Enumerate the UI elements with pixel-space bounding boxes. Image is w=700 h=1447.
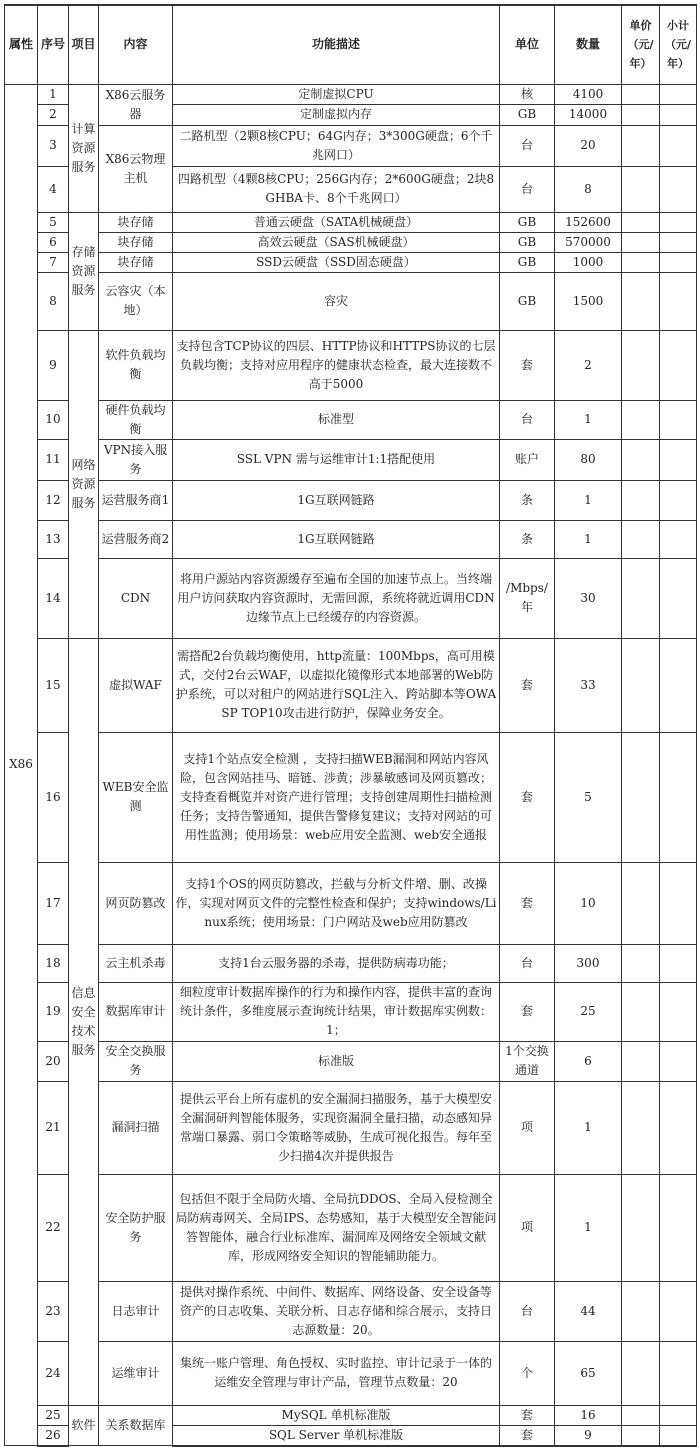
- table-row: [5, 480, 697, 520]
- unit-cell: GB: [500, 212, 555, 232]
- unit-cell: 台: [500, 166, 555, 212]
- content-cell: 运营服务商1: [99, 480, 173, 520]
- header-row: [5, 5, 697, 84]
- unit-cell: GB: [500, 104, 555, 125]
- subtotal-cell[interactable]: [660, 104, 697, 125]
- subtotal-cell[interactable]: [660, 1425, 697, 1446]
- content-cell: WEB安全监测: [99, 732, 173, 862]
- price-cell[interactable]: [622, 232, 660, 252]
- subtotal-cell[interactable]: [660, 232, 697, 252]
- table-row: [5, 330, 697, 400]
- header-quantity: 数量: [555, 5, 622, 84]
- unit-cell: 项: [500, 1081, 555, 1174]
- qty-cell: 5: [555, 732, 622, 862]
- table-row: [5, 982, 697, 1041]
- qty-cell: 8: [555, 166, 622, 212]
- seq-cell: 21: [38, 1081, 69, 1174]
- content-cell: 网页防篡改: [99, 862, 173, 944]
- unit-cell: 套: [500, 330, 555, 400]
- quotation-table-container: [4, 4, 697, 1447]
- qty-cell: 65: [555, 1341, 622, 1405]
- table-row: [5, 862, 697, 944]
- price-cell[interactable]: [622, 1405, 660, 1425]
- unit-cell: GB: [500, 252, 555, 272]
- seq-cell: 20: [38, 1041, 69, 1081]
- price-cell[interactable]: [622, 732, 660, 862]
- desc-cell: 支持1台云服务器的杀毒，提供防病毒功能；: [173, 944, 500, 982]
- content-cell: 运维审计: [99, 1341, 173, 1405]
- seq-cell: 22: [38, 1174, 69, 1281]
- seq-cell: 24: [38, 1341, 69, 1405]
- header-unit: 单位: [500, 5, 555, 84]
- category-network: 网络资源服务: [69, 330, 99, 638]
- table-row: [5, 232, 697, 252]
- price-cell[interactable]: [622, 330, 660, 400]
- subtotal-cell[interactable]: [660, 272, 697, 330]
- seq-cell: 3: [38, 125, 69, 166]
- table-row: [5, 84, 697, 104]
- seq-cell: 13: [38, 520, 69, 558]
- category-software: 软件: [69, 1405, 99, 1446]
- table-row: [5, 1341, 697, 1405]
- price-cell[interactable]: [622, 944, 660, 982]
- table-row: [5, 1081, 697, 1174]
- subtotal-cell[interactable]: [660, 1041, 697, 1081]
- content-cell: 硬件负载均衡: [99, 400, 173, 439]
- seq-cell: 8: [38, 272, 69, 330]
- price-cell[interactable]: [622, 1081, 660, 1174]
- qty-cell: 1: [555, 520, 622, 558]
- seq-cell: 15: [38, 638, 69, 732]
- unit-cell: GB: [500, 232, 555, 252]
- content-cell: 数据库审计: [99, 982, 173, 1041]
- subtotal-cell[interactable]: [660, 166, 697, 212]
- content-cell: 运营服务商2: [99, 520, 173, 558]
- unit-cell: 1个交换通道: [500, 1041, 555, 1081]
- desc-cell: 1G互联网链路: [173, 520, 500, 558]
- content-cell: 安全交换服务: [99, 1041, 173, 1081]
- desc-cell: 将用户源站内容资源缓存至遍布全国的加速节点上。当终端用户访问获取内容资源时，无需回源，系统将就近调用CDN边缘节点上已经缓存的内容资源。: [173, 558, 500, 638]
- subtotal-cell[interactable]: [660, 982, 697, 1041]
- desc-cell: SSL VPN 需与运维审计1:1搭配使用: [173, 439, 500, 480]
- subtotal-cell[interactable]: [660, 1341, 697, 1405]
- seq-cell: 19: [38, 982, 69, 1041]
- subtotal-cell[interactable]: [660, 1405, 697, 1425]
- qty-cell: 1: [555, 1174, 622, 1281]
- content-cell: 关系数据库: [99, 1405, 173, 1446]
- table-row: [5, 439, 697, 480]
- price-cell[interactable]: [622, 1425, 660, 1446]
- unit-cell: 条: [500, 480, 555, 520]
- header-description: 功能描述: [173, 5, 500, 84]
- price-cell[interactable]: [622, 439, 660, 480]
- unit-cell: 台: [500, 125, 555, 166]
- content-cell: 安全防护服务: [99, 1174, 173, 1281]
- desc-cell: 提供云平台上所有虚机的安全漏洞扫描服务，基于大模型安全漏洞研判智能体服务，实现资漏洞全量扫描，动态感知异常端口暴露、弱口令策略等威胁，生成可视化报告。每年至少扫描4次并提供报告: [173, 1081, 500, 1174]
- quotation-table: [4, 4, 697, 1447]
- content-cell: CDN: [99, 558, 173, 638]
- subtotal-cell[interactable]: [660, 862, 697, 944]
- desc-cell: SSD云硬盘（SSD固态硬盘）: [173, 252, 500, 272]
- price-cell[interactable]: [622, 272, 660, 330]
- seq-cell: 6: [38, 232, 69, 252]
- qty-cell: 33: [555, 638, 622, 732]
- price-cell[interactable]: [622, 212, 660, 232]
- price-cell[interactable]: [622, 638, 660, 732]
- header-subtotal: 小计（元/年）: [660, 5, 697, 84]
- subtotal-cell[interactable]: [660, 400, 697, 439]
- table-row: [5, 638, 697, 732]
- price-cell[interactable]: [622, 558, 660, 638]
- desc-cell: 二路机型（2颗8核CPU；64G内存；3*300G硬盘；6个千兆网口）: [173, 125, 500, 166]
- content-cell: 软件负载均衡: [99, 330, 173, 400]
- desc-cell: 需搭配2台负载均衡使用，http流量：100Mbps，高可用模式，交付2台云WAF，以虚拟化镜像形式本地部署的Web防护系统，可以对租户的网站进行SQL注入、跨站脚本等OWASP TOP10攻击进行防护，保障业务安全。: [173, 638, 500, 732]
- table-row: [5, 125, 697, 166]
- desc-cell: 标准版: [173, 1041, 500, 1081]
- desc-cell: MySQL 单机标准版: [173, 1405, 500, 1425]
- price-cell[interactable]: [622, 982, 660, 1041]
- seq-cell: 7: [38, 252, 69, 272]
- desc-cell: 支持包含TCP协议的四层、HTTP协议和HTTPS协议的七层负载均衡；支持对应用程序的健康状态检查，最大连接数不高于5000: [173, 330, 500, 400]
- header-unit-price: 单价（元/年）: [622, 5, 660, 84]
- qty-cell: 1: [555, 1081, 622, 1174]
- qty-cell: 6: [555, 1041, 622, 1081]
- seq-cell: 17: [38, 862, 69, 944]
- seq-cell: 10: [38, 400, 69, 439]
- seq-cell: 23: [38, 1281, 69, 1341]
- subtotal-cell[interactable]: [660, 944, 697, 982]
- unit-cell: 台: [500, 400, 555, 439]
- price-cell[interactable]: [622, 1041, 660, 1081]
- qty-cell: 80: [555, 439, 622, 480]
- desc-cell: 支持1个OS的网页防篡改，拦截与分析文件增、删、改操作，实现对网页文件的完整性检查和保护；支持windows/Linux系统；使用场景：门户网站及web应用防篡改: [173, 862, 500, 944]
- seq-cell: 18: [38, 944, 69, 982]
- subtotal-cell[interactable]: [660, 732, 697, 862]
- unit-cell: 项: [500, 1174, 555, 1281]
- seq-cell: 9: [38, 330, 69, 400]
- table-row: [5, 558, 697, 638]
- price-cell[interactable]: [622, 252, 660, 272]
- subtotal-cell[interactable]: [660, 480, 697, 520]
- seq-cell: 5: [38, 212, 69, 232]
- seq-cell: 25: [38, 1405, 69, 1425]
- desc-cell: 四路机型（4颗8核CPU；256G内存；2*600G硬盘；2块8GHBA卡、8个千兆网口）: [173, 166, 500, 212]
- qty-cell: 570000: [555, 232, 622, 252]
- price-cell[interactable]: [622, 1341, 660, 1405]
- table-row: [5, 252, 697, 272]
- subtotal-cell[interactable]: [660, 520, 697, 558]
- desc-cell: SQL Server 单机标准版: [173, 1425, 500, 1446]
- header-seq: 序号: [38, 5, 69, 84]
- subtotal-cell[interactable]: [660, 125, 697, 166]
- qty-cell: 9: [555, 1425, 622, 1446]
- qty-cell: 1: [555, 480, 622, 520]
- table-row: [5, 732, 697, 862]
- qty-cell: 44: [555, 1281, 622, 1341]
- price-cell[interactable]: [622, 1174, 660, 1281]
- header-content: 内容: [99, 5, 173, 84]
- header-project: 项目: [69, 5, 99, 84]
- content-cell: 块存储: [99, 212, 173, 232]
- desc-cell: 定制虚拟CPU: [173, 84, 500, 104]
- content-cell: 虚拟WAF: [99, 638, 173, 732]
- qty-cell: 2: [555, 330, 622, 400]
- price-cell[interactable]: [622, 400, 660, 439]
- price-cell[interactable]: [622, 520, 660, 558]
- subtotal-cell[interactable]: [660, 558, 697, 638]
- desc-cell: 支持1个站点安全检测 ，支持扫描WEB漏洞和网站内容风险，包含网站挂马、暗链、涉黄；涉暴敏感词及网页篡改；支持查看概览并对资产进行管理；支持创建周期性扫描检测任务；支持告警通知，提供告警修复建议；支持对网站的可用性监测；使用场景：web应用安全监测、web安全通报: [173, 732, 500, 862]
- category-storage: 存储资源服务: [69, 212, 99, 330]
- desc-cell: 容灾: [173, 272, 500, 330]
- unit-cell: 套: [500, 982, 555, 1041]
- qty-cell: 14000: [555, 104, 622, 125]
- subtotal-cell[interactable]: [660, 252, 697, 272]
- attribute-cell: X86: [5, 84, 38, 1446]
- price-cell[interactable]: [622, 125, 660, 166]
- qty-cell: 25: [555, 982, 622, 1041]
- price-cell[interactable]: [622, 480, 660, 520]
- desc-cell: 细粒度审计数据库操作的行为和操作内容，提供丰富的查询统计条件，多维度展示查询统计结果，审计数据库实例数：1；: [173, 982, 500, 1041]
- table-row: [5, 1041, 697, 1081]
- seq-cell: 14: [38, 558, 69, 638]
- unit-cell: 账户: [500, 439, 555, 480]
- content-cell: VPN接入服务: [99, 439, 173, 480]
- category-compute: 计算资源服务: [69, 84, 99, 212]
- subtotal-cell[interactable]: [660, 84, 697, 104]
- unit-cell: 台: [500, 1281, 555, 1341]
- subtotal-cell[interactable]: [660, 1281, 697, 1341]
- seq-cell: 4: [38, 166, 69, 212]
- seq-cell: 12: [38, 480, 69, 520]
- price-cell[interactable]: [622, 84, 660, 104]
- subtotal-cell[interactable]: [660, 638, 697, 732]
- subtotal-cell[interactable]: [660, 1174, 697, 1281]
- qty-cell: 30: [555, 558, 622, 638]
- unit-cell: 台: [500, 944, 555, 982]
- qty-cell: 1000: [555, 252, 622, 272]
- desc-cell: 包括但不限于全局防火墙、全局抗DDOS、全局入侵检测全局防病毒网关、全局IPS、态势感知，基于大模型安全智能问答智能体，融合行业标准库、漏洞库及网络安全领域文献库，形成网络安全知识的智能辅助能力。: [173, 1174, 500, 1281]
- desc-cell: 普通云硬盘（SATA机械硬盘）: [173, 212, 500, 232]
- content-cell: 块存储: [99, 232, 173, 252]
- qty-cell: 10: [555, 862, 622, 944]
- unit-cell: 套: [500, 862, 555, 944]
- table-row: [5, 1174, 697, 1281]
- content-cell: 块存储: [99, 252, 173, 272]
- price-cell[interactable]: [622, 166, 660, 212]
- unit-cell: 个: [500, 1341, 555, 1405]
- qty-cell: 300: [555, 944, 622, 982]
- price-cell[interactable]: [622, 862, 660, 944]
- seq-cell: 2: [38, 104, 69, 125]
- content-cell: 漏洞扫描: [99, 1081, 173, 1174]
- subtotal-cell[interactable]: [660, 1081, 697, 1174]
- desc-cell: 标准型: [173, 400, 500, 439]
- unit-cell: /Mbps/年: [500, 558, 555, 638]
- table-row: [5, 1405, 697, 1425]
- table-row: [5, 1281, 697, 1341]
- desc-cell: 1G互联网链路: [173, 480, 500, 520]
- qty-cell: 1500: [555, 272, 622, 330]
- unit-cell: 套: [500, 732, 555, 862]
- table-row: [5, 212, 697, 232]
- qty-cell: 1: [555, 400, 622, 439]
- unit-cell: 套: [500, 1425, 555, 1446]
- qty-cell: 20: [555, 125, 622, 166]
- seq-cell: 26: [38, 1425, 69, 1446]
- content-cell: 日志审计: [99, 1281, 173, 1341]
- content-cell: 云容灾（本地）: [99, 272, 173, 330]
- category-security: 信息安全技术服务: [69, 638, 99, 1405]
- table-row: [5, 520, 697, 558]
- table-row: [5, 400, 697, 439]
- seq-cell: 11: [38, 439, 69, 480]
- seq-cell: 16: [38, 732, 69, 862]
- unit-cell: 套: [500, 1405, 555, 1425]
- price-cell[interactable]: [622, 104, 660, 125]
- desc-cell: 定制虚拟内存: [173, 104, 500, 125]
- desc-cell: 提供对操作系统、中间件、数据库、网络设备、安全设备等资产的日志收集、关联分析、日志存储和综合展示，支持日志源数量：20。: [173, 1281, 500, 1341]
- desc-cell: 集统一账户管理、角色授权、实时监控、审计记录于一体的运维安全管理与审计产品，管理节点数量：20: [173, 1341, 500, 1405]
- unit-cell: GB: [500, 272, 555, 330]
- content-cell: X86云服务器: [99, 84, 173, 125]
- price-cell[interactable]: [622, 1281, 660, 1341]
- qty-cell: 16: [555, 1405, 622, 1425]
- unit-cell: 条: [500, 520, 555, 558]
- header-attribute: 属性: [5, 5, 38, 84]
- unit-cell: 套: [500, 638, 555, 732]
- seq-cell: 1: [38, 84, 69, 104]
- content-cell: 云主机杀毒: [99, 944, 173, 982]
- desc-cell: 高效云硬盘（SAS机械硬盘）: [173, 232, 500, 252]
- qty-cell: 4100: [555, 84, 622, 104]
- subtotal-cell[interactable]: [660, 330, 697, 400]
- subtotal-cell[interactable]: [660, 439, 697, 480]
- table-row: [5, 944, 697, 982]
- subtotal-cell[interactable]: [660, 212, 697, 232]
- qty-cell: 152600: [555, 212, 622, 232]
- content-cell: X86云物理主机: [99, 125, 173, 212]
- table-row: [5, 272, 697, 330]
- unit-cell: 核: [500, 84, 555, 104]
